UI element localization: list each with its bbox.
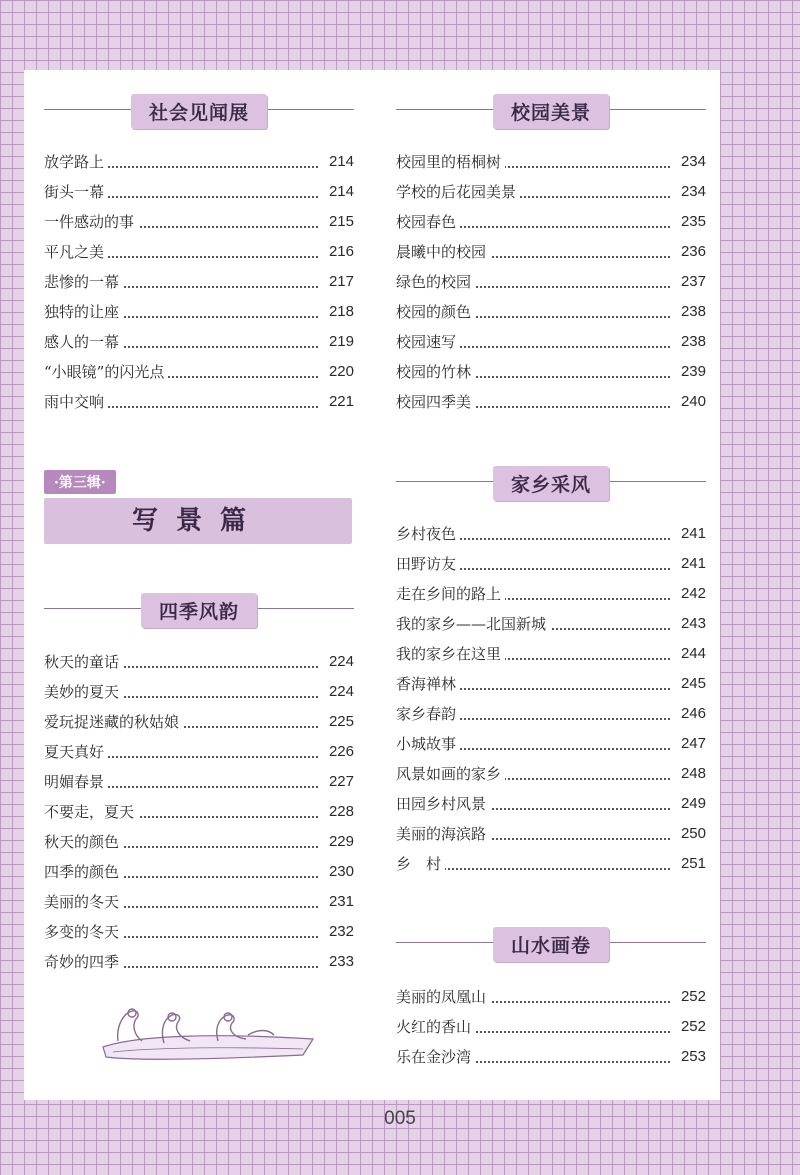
toc-entry	[396, 297, 706, 327]
section-title: 家乡采风	[493, 466, 609, 501]
toc-entry	[396, 789, 706, 819]
volume-title: 写景篇	[44, 498, 352, 544]
entry-title: 小城故事	[396, 729, 460, 759]
toc-list-jiaxiang	[396, 519, 706, 879]
entry-page-number: 215	[322, 207, 354, 237]
entry-page-number: 228	[322, 797, 354, 827]
entry-title: 四季的颜色	[44, 857, 123, 887]
entry-title: 田园乡村风景	[396, 789, 490, 819]
entry-page-number: 251	[674, 849, 706, 879]
entry-title: 晨曦中的校园	[396, 237, 490, 267]
entry-title: 田野访友	[396, 549, 460, 579]
toc-entry	[44, 857, 354, 887]
entry-page-number: 238	[674, 297, 706, 327]
toc-entry	[44, 797, 354, 827]
toc-entry	[44, 647, 354, 677]
entry-page-number: 230	[322, 857, 354, 887]
section-header-xiaoyuan	[396, 90, 706, 130]
toc-entry	[396, 327, 706, 357]
entry-page-number: 233	[322, 947, 354, 977]
entry-title: “小眼镜”的闪光点	[44, 357, 168, 387]
entry-page-number: 241	[674, 549, 706, 579]
entry-title: 学校的后花园美景	[396, 177, 520, 207]
toc-entry	[44, 147, 354, 177]
entry-page-number: 217	[322, 267, 354, 297]
entry-page-number: 247	[674, 729, 706, 759]
entry-title: 一件感动的事	[44, 207, 138, 237]
toc-entry	[396, 387, 706, 417]
entry-title: 家乡春韵	[396, 699, 460, 729]
toc-entry	[396, 267, 706, 297]
toc-entry	[44, 267, 354, 297]
toc-list-siji	[44, 647, 354, 977]
entry-title: 校园四季美	[396, 387, 475, 417]
entry-page-number: 226	[322, 737, 354, 767]
toc-entry	[396, 759, 706, 789]
section-title: 山水画卷	[493, 927, 609, 962]
entry-title: 校园速写	[396, 327, 460, 357]
toc-entry	[44, 357, 354, 387]
toc-entry	[396, 237, 706, 267]
entry-title: 美妙的夏天	[44, 677, 123, 707]
entry-title: 我的家乡在这里	[396, 639, 505, 669]
toc-entry	[396, 699, 706, 729]
toc-entry	[44, 887, 354, 917]
entry-title: 火红的香山	[396, 1012, 475, 1042]
entry-page-number: 225	[322, 707, 354, 737]
entry-page-number: 238	[674, 327, 706, 357]
entry-title: 美丽的海滨路	[396, 819, 490, 849]
entry-title: 美丽的凤凰山	[396, 982, 490, 1012]
toc-entry	[396, 549, 706, 579]
entry-title: 独特的让座	[44, 297, 123, 327]
toc-entry	[396, 177, 706, 207]
entry-page-number: 248	[674, 759, 706, 789]
entry-title: 乡 村	[396, 849, 445, 879]
entry-page-number: 245	[674, 669, 706, 699]
entry-title: 校园的颜色	[396, 297, 475, 327]
toc-entry	[396, 669, 706, 699]
toc-entry	[396, 819, 706, 849]
entry-page-number: 216	[322, 237, 354, 267]
toc-entry	[44, 177, 354, 207]
entry-title: 多变的冬天	[44, 917, 123, 947]
toc-entry	[44, 947, 354, 977]
entry-page-number: 243	[674, 609, 706, 639]
entry-page-number: 214	[322, 177, 354, 207]
entry-page-number: 234	[674, 147, 706, 177]
entry-page-number: 231	[322, 887, 354, 917]
entry-title: 我的家乡——北国新城	[396, 609, 550, 639]
toc-entry	[44, 327, 354, 357]
entry-page-number: 214	[322, 147, 354, 177]
section-header-jiaxiang	[396, 462, 706, 502]
entry-title: 雨中交响	[44, 387, 108, 417]
volume-badge: ·第三辑·	[44, 470, 116, 494]
entry-page-number: 234	[674, 177, 706, 207]
entry-page-number: 240	[674, 387, 706, 417]
entry-title: 校园的竹林	[396, 357, 475, 387]
entry-page-number: 224	[322, 647, 354, 677]
entry-title: 爱玩捉迷藏的秋姑娘	[44, 707, 183, 737]
entry-page-number: 235	[674, 207, 706, 237]
entry-page-number: 241	[674, 519, 706, 549]
entry-page-number: 229	[322, 827, 354, 857]
toc-entry	[44, 827, 354, 857]
entry-title: 不要走，夏天	[44, 797, 138, 827]
toc-entry	[396, 1042, 706, 1072]
entry-page-number: 246	[674, 699, 706, 729]
toc-entry	[396, 147, 706, 177]
entry-page-number: 252	[674, 1012, 706, 1042]
entry-title: 夏天真好	[44, 737, 108, 767]
entry-page-number: 242	[674, 579, 706, 609]
entry-page-number: 253	[674, 1042, 706, 1072]
entry-title: 乐在金沙湾	[396, 1042, 475, 1072]
entry-title: 风景如画的家乡	[396, 759, 505, 789]
toc-entry	[396, 1012, 706, 1042]
entry-title: 感人的一幕	[44, 327, 123, 357]
entry-title: 乡村夜色	[396, 519, 460, 549]
entry-title: 街头一幕	[44, 177, 108, 207]
entry-title: 校园里的梧桐树	[396, 147, 505, 177]
section-title: 校园美景	[493, 94, 609, 129]
toc-entry	[44, 767, 354, 797]
toc-entry	[44, 297, 354, 327]
entry-page-number: 218	[322, 297, 354, 327]
entry-page-number: 239	[674, 357, 706, 387]
entry-page-number: 244	[674, 639, 706, 669]
entry-title: 悲惨的一幕	[44, 267, 123, 297]
entry-page-number: 224	[322, 677, 354, 707]
toc-entry	[396, 357, 706, 387]
toc-entry	[44, 737, 354, 767]
section-title: 社会见闻展	[131, 94, 267, 129]
toc-entry	[396, 519, 706, 549]
toc-entry	[396, 609, 706, 639]
toc-list-shehui	[44, 147, 354, 417]
page-number: 005	[384, 1108, 416, 1129]
entry-page-number: 252	[674, 982, 706, 1012]
section-header-siji	[44, 589, 354, 629]
entry-title: 秋天的童话	[44, 647, 123, 677]
entry-title: 校园春色	[396, 207, 460, 237]
toc-entry	[44, 917, 354, 947]
volume-banner	[44, 470, 354, 550]
entry-page-number: 249	[674, 789, 706, 819]
entry-title: 明媚春景	[44, 767, 108, 797]
toc-list-shanshui	[396, 982, 706, 1072]
toc-entry	[396, 579, 706, 609]
toc-entry	[396, 207, 706, 237]
seals-illustration	[98, 995, 318, 1065]
section-title: 四季风韵	[141, 593, 257, 628]
toc-entry	[44, 237, 354, 267]
entry-page-number: 219	[322, 327, 354, 357]
entry-title: 香海禅林	[396, 669, 460, 699]
section-header-shanshui	[396, 923, 706, 963]
toc-entry	[44, 387, 354, 417]
entry-title: 奇妙的四季	[44, 947, 123, 977]
section-header-shehui	[44, 90, 354, 130]
toc-entry	[44, 677, 354, 707]
toc-entry	[396, 982, 706, 1012]
entry-page-number: 227	[322, 767, 354, 797]
entry-page-number: 220	[322, 357, 354, 387]
toc-entry	[396, 849, 706, 879]
entry-page-number: 221	[322, 387, 354, 417]
entry-title: 秋天的颜色	[44, 827, 123, 857]
entry-title: 绿色的校园	[396, 267, 475, 297]
entry-title: 走在乡间的路上	[396, 579, 505, 609]
entry-page-number: 232	[322, 917, 354, 947]
entry-page-number: 237	[674, 267, 706, 297]
entry-title: 平凡之美	[44, 237, 108, 267]
toc-entry	[396, 729, 706, 759]
entry-page-number: 236	[674, 237, 706, 267]
toc-entry	[44, 207, 354, 237]
entry-title: 放学路上	[44, 147, 108, 177]
toc-list-xiaoyuan	[396, 147, 706, 417]
entry-title: 美丽的冬天	[44, 887, 123, 917]
toc-entry	[44, 707, 354, 737]
toc-entry	[396, 639, 706, 669]
entry-page-number: 250	[674, 819, 706, 849]
toc-page	[24, 70, 720, 1100]
